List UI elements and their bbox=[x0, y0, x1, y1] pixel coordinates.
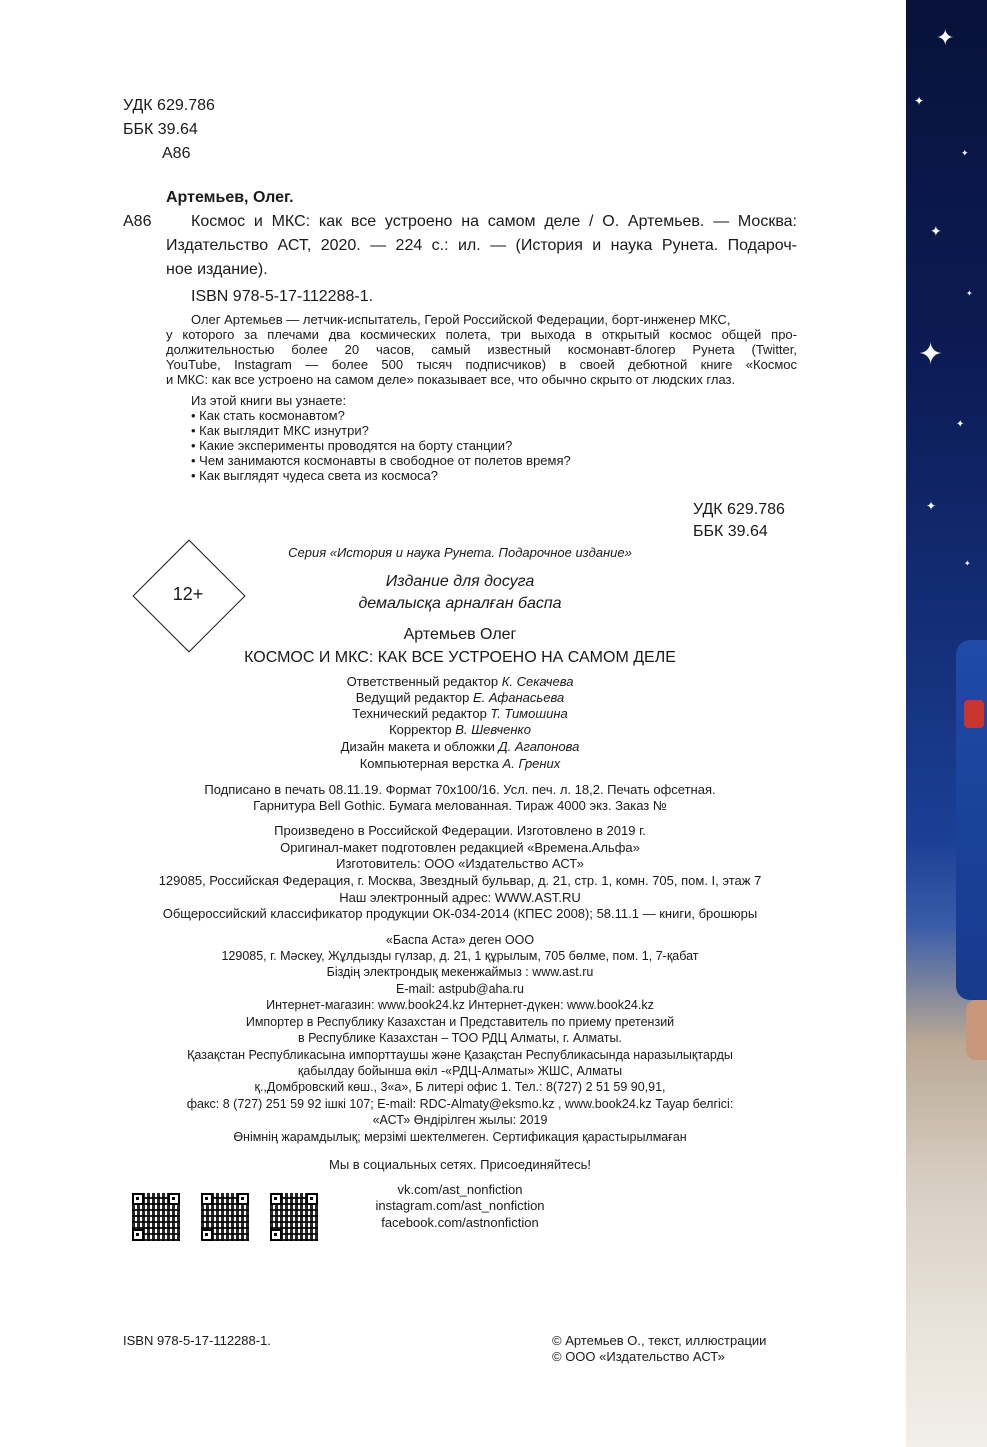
qr-code-instagram[interactable] bbox=[201, 1193, 249, 1241]
kz-info-line: Өнімнің жарамдылық; мерзімі шектелмеген. Сертификация қарастырылмаған bbox=[233, 1130, 687, 1144]
annotation-line: и МКС: как все устроено на самом деле» показывает все, что обычно скрыто от людских глаз. bbox=[166, 372, 736, 387]
annotation-intro: Из этой книги вы узнаете: bbox=[191, 393, 347, 408]
annotation-bullet: • Как стать космонавтом? bbox=[191, 408, 345, 423]
star-icon: ✦ bbox=[936, 26, 955, 51]
bbk-code: ББК 39.64 bbox=[123, 121, 198, 138]
production-line: Общероссийский классификатор продукции ОК-034-2014 (КПЕС 2008); 58.11.1 — книги, брошюры bbox=[162, 906, 758, 921]
annotation-line: YouTube, Instagram — более 500 тысяч подписчиков) в своей дебютной книге «Космос bbox=[166, 357, 797, 372]
annotation-bullet: • Чем занимаются космонавты в свободное от полетов время? bbox=[191, 453, 571, 468]
kz-info-line: қабылдау бойынша өкіл -«РДЦ-Алматы» ЖШС, Алматы bbox=[297, 1064, 623, 1078]
bibliography-line: Космос и МКС: как все устроено на самом деле / О. Артемьев. — Москва: bbox=[191, 213, 797, 230]
annotation-line: должительностью более 20 часов, самый известный космонавт-блогер Рунета (Twitter, bbox=[166, 342, 797, 357]
annotation-bullet: • Как выглядят чудеса света из космоса? bbox=[191, 468, 439, 483]
kz-info-line: в Республике Казахстан – ТОО РДЦ Алматы, г. Алматы. bbox=[298, 1031, 622, 1045]
kz-info-line: факс: 8 (727) 251 59 92 ішкі 107; E-mail: RDC-Almaty@eksmo.kz , www.book24.kz Тауар белгісі: bbox=[186, 1097, 734, 1111]
book-title: КОСМОС И МКС: КАК ВСЕ УСТРОЕНО НА САМОМ ДЕЛЕ bbox=[244, 649, 676, 666]
author-name: Артемьев Олег bbox=[403, 626, 517, 643]
star-icon: ✦ bbox=[926, 499, 937, 513]
author-heading: Артемьев, Олег. bbox=[166, 189, 294, 206]
kz-info-line: E-mail: astpub@aha.ru bbox=[395, 982, 525, 996]
kz-info-line: Қазақстан Республикасына импорттаушы және Қазақстан Республикасында наразылықтарды bbox=[187, 1048, 733, 1062]
series-note: Серия «История и наука Рунета. Подарочное издание» bbox=[288, 545, 632, 560]
credit-person: А. Грених bbox=[502, 756, 561, 771]
copyright-line: © ООО «Издательство АСТ» bbox=[552, 1349, 725, 1364]
star-icon: ✦ bbox=[964, 559, 971, 568]
bibliography-isbn: ISBN 978-5-17-112288-1. bbox=[191, 288, 374, 305]
production-line: Наш электронный адрес: WWW.AST.RU bbox=[339, 890, 581, 905]
copyright-line: © Артемьев О., текст, иллюстрации bbox=[552, 1333, 767, 1348]
credit-person: Е. Афанасьева bbox=[473, 690, 565, 705]
kz-info-line: 129085, г. Мәскеу, Жұлдызды гүлзар, д. 21, 1 құрылым, 705 бөлме, пом. 1, 7-қабат bbox=[221, 949, 699, 963]
age-rating: 12+ bbox=[172, 584, 204, 604]
kz-info-line: Интернет-магазин: www.book24.kz Интернет-дүкен: www.book24.kz bbox=[266, 998, 654, 1012]
star-icon: ✦ bbox=[930, 224, 942, 240]
annotation-line: Олег Артемьев — летчик-испытатель, Герой Российской Федерации, борт-инженер МКС, bbox=[191, 312, 731, 327]
social-heading: Мы в социальных сетях. Присоединяйтесь! bbox=[328, 1157, 592, 1172]
udk-code: УДК 629.786 bbox=[123, 97, 215, 114]
edition-ru: Издание для досуга bbox=[385, 573, 535, 590]
credit-line bbox=[160, 739, 760, 754]
credit-person: Т. Тимошина bbox=[490, 706, 568, 721]
annotation-line: у которого за плечами два космических полета, три выхода в открытый космос общей про- bbox=[166, 327, 797, 342]
credit-person: Д. Агапонова bbox=[498, 739, 580, 754]
bibliography-line: ное издание). bbox=[166, 261, 268, 278]
cosmonaut-hand bbox=[966, 1000, 987, 1060]
credit-line bbox=[160, 722, 760, 737]
production-line: 129085, Российская Федерация, г. Москва, Звездный бульвар, д. 21, стр. 1, комн. 705, пом. I, этаж 7 bbox=[158, 873, 762, 888]
social-link-facebook[interactable]: facebook.com/astnonfiction bbox=[381, 1215, 539, 1230]
credit-line bbox=[160, 674, 760, 689]
bibliography-line: Издательство АСТ, 2020. — 224 с.: ил. — (История и наука Рунета. Подароч- bbox=[166, 237, 797, 254]
credit-line bbox=[160, 706, 760, 721]
social-link-instagram[interactable]: instagram.com/ast_nonfiction bbox=[375, 1198, 545, 1213]
kz-info-line: «Баспа Аста» деген ООО bbox=[385, 933, 535, 947]
production-line: Оригинал-макет подготовлен редакцией «Времена.Альфа» bbox=[280, 840, 640, 855]
credit-person: В. Шевченко bbox=[455, 722, 531, 737]
credit-role: Дизайн макета и обложки bbox=[340, 739, 495, 754]
credit-role: Ведущий редактор bbox=[355, 690, 470, 705]
author-mark: А86 bbox=[162, 145, 191, 162]
bibliography-mark: А86 bbox=[123, 213, 152, 230]
star-icon: ✦ bbox=[914, 94, 925, 108]
footer-isbn: ISBN 978-5-17-112288-1. bbox=[123, 1333, 271, 1348]
cover-photo-strip bbox=[906, 0, 987, 1447]
print-info-line: Подписано в печать 08.11.19. Формат 70х100/16. Усл. печ. л. 18,2. Печать офсетная. bbox=[204, 782, 716, 797]
kz-info-line: «АСТ» Өндірілген жылы: 2019 bbox=[372, 1113, 548, 1127]
production-line: Произведено в Российской Федерации. Изготовлено в 2019 г. bbox=[274, 823, 646, 838]
edition-kz: демалысқа арналған баспа bbox=[358, 595, 562, 612]
production-line: Изготовитель: ООО «Издательство АСТ» bbox=[336, 856, 584, 871]
credit-role: Компьютерная верстка bbox=[359, 756, 499, 771]
kz-info-line: Импортер в Республику Казахстан и Представитель по приему претензий bbox=[245, 1015, 675, 1029]
social-link-vk[interactable]: vk.com/ast_nonfiction bbox=[397, 1182, 523, 1197]
suit-patch bbox=[964, 700, 984, 728]
udk-code-right: УДК 629.786 bbox=[693, 501, 785, 518]
credit-line bbox=[160, 756, 760, 771]
star-icon: ✦ bbox=[966, 289, 973, 298]
qr-code-vk[interactable] bbox=[132, 1193, 180, 1241]
annotation-bullet: • Как выглядит МКС изнутри? bbox=[191, 423, 369, 438]
star-icon: ✦ bbox=[961, 149, 969, 159]
cosmonaut-suit bbox=[956, 640, 987, 1000]
kz-info-line: Біздің электрондық мекенжаймыз : www.ast.ru bbox=[326, 965, 594, 979]
qr-code-facebook[interactable] bbox=[270, 1193, 318, 1241]
print-info-line: Гарнитура Bell Gothic. Бумага мелованная. Тираж 4000 экз. Заказ № bbox=[253, 798, 667, 813]
credit-line bbox=[160, 690, 760, 705]
star-icon: ✦ bbox=[956, 419, 965, 430]
bbk-code-right: ББК 39.64 bbox=[693, 523, 768, 540]
kz-info-line: қ.,Домбровский көш., 3«а», Б литері офис 1. Тел.: 8(727) 2 51 59 90,91, bbox=[254, 1080, 666, 1094]
credit-person: К. Секачева bbox=[501, 674, 574, 689]
credit-role: Корректор bbox=[389, 722, 452, 737]
annotation-bullet: • Какие эксперименты проводятся на борту станции? bbox=[191, 438, 513, 453]
star-icon: ✦ bbox=[918, 337, 944, 372]
credit-role: Ответственный редактор bbox=[346, 674, 499, 689]
credit-role: Технический редактор bbox=[352, 706, 487, 721]
